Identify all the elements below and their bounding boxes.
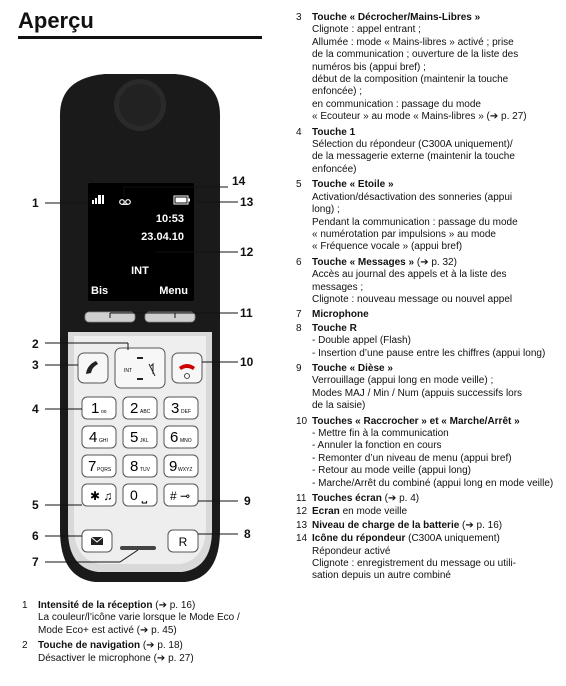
svg-text:2: 2 [130,400,139,417]
phone-illustration [0,60,290,600]
microphone [120,546,156,550]
legend-left [22,600,292,668]
callout-7: 7 [32,555,39,569]
display-softkey-left: Bis [91,285,109,297]
svg-text:8: 8 [130,458,139,475]
legend-entry-9: 9 Touche « Dièse » Verrouillage (appui long en mode veille) ; Modes MAJ / Min / Num (appuis successifs lors de la saisie) [296,362,523,412]
callout-10: 10 [240,355,254,369]
callout-11: 11 [240,306,253,320]
key-4 [82,426,116,448]
legend-entry-13: 13 Niveau de charge de la batterie (➔ p. 16) [296,519,503,531]
callout-2: 2 [32,337,39,351]
navigation-key [115,348,165,388]
callout-13: 13 [240,195,254,209]
svg-text:DEF: DEF [181,409,191,415]
legend-entry-7: 7 Microphone [296,309,369,321]
svg-text:4: 4 [89,429,98,446]
legend-right [296,12,558,586]
legend-entry-5: 5 Touche « Etoile » Activation/désactivation des sonneries (appui long) ; Pendant la communication : passage du mode « numérotation par impulsions » au mode « Fréquence vocale » (appui bref) [296,179,518,253]
svg-text:7: 7 [88,458,97,475]
title-underline [18,36,262,39]
key-5 [123,426,157,448]
legend-entry-11: 11 Touches écran (➔ p. 4) [296,493,420,505]
legend-entry-12: 12 Ecran en mode veille [296,506,408,518]
svg-text:✱ ♫: ✱ ♫ [90,489,113,503]
callout-14: 14 [232,174,246,188]
legend-entry-8: 8 Touche R - Double appel (Flash) - Insertion d’une pause entre les chiffres (appui long) [296,322,546,359]
svg-text:GHI: GHI [99,438,108,444]
callout-4: 4 [32,402,39,416]
legend-entry-4: 4 Touche 1 Sélection du répondeur (C300A uniquement)/ de la messagerie externe (maintenir la touche enfoncée) [296,126,515,175]
svg-text:5: 5 [130,429,139,446]
callout-12: 12 [240,245,254,259]
callout-5: 5 [32,498,39,512]
svg-text:PQRS: PQRS [97,467,112,473]
svg-text:TUV: TUV [140,467,150,473]
key-8 [123,455,157,477]
svg-text:ABC: ABC [140,409,151,415]
legend-entry-2: 2 Touche de navigation (➔ p. 18) Désactiver le microphone (➔ p. 27) [22,640,194,664]
display-handset-name: INT [131,265,149,277]
key-3 [164,397,198,419]
key-2 [123,397,157,419]
callout-1: 1 [32,196,39,210]
callout-6: 6 [32,529,39,543]
legend-entry-10: 10 Touches « Raccrocher » et « Marche/Arrêt » - Mettre fin à la communication - Annuler la fonction en cours - Remonter d’un niveau de menu (appui bref) - Retour au mode veille (appui long) - Marche/Arrêt du combiné (appui long en mode veille) [296,415,554,489]
svg-text:1: 1 [91,400,100,417]
page-title: Aperçu [18,8,94,33]
legend-entry-14: 14 Icône du répondeur (C300A uniquement) Répondeur activé Clignote : enregistrement du message ou utili- sation depuis un autre combiné [296,533,516,582]
svg-text:R: R [178,535,188,549]
svg-text:0 ⎵: 0 ⎵ [130,487,148,503]
nav-int-label: INT [123,368,133,374]
svg-text:MNO: MNO [180,438,192,444]
display-softkey-right: Menu [159,285,188,297]
callout-9: 9 [244,494,251,508]
svg-text:JKL: JKL [140,438,149,444]
svg-text:WXYZ: WXYZ [178,467,193,473]
legend-entry-3: 3 Touche « Décrocher/Mains-Libres » Clignote : appel entrant ; Allumée : mode « Mains-libres » activé ; prise de la communication ; ouverture de la liste des numéros bis (appui bref) ; début de la composition (maintenir la touche enfoncée) ; en communication : passage du mode « Ecouteur » au mode « Mains-libres » (➔ p. 27) [296,12,527,123]
callout-3: 3 [32,358,39,372]
svg-text:oo: oo [101,409,107,415]
display-time: 10:53 [155,213,184,225]
callout-8: 8 [244,527,251,541]
svg-text:# ⊸: # ⊸ [170,489,191,503]
display-date: 23.04.10 [141,231,184,243]
legend-entry-6: 6 Touche « Messages » (➔ p. 32) Accès au journal des appels et à la liste des messages ; Clignote : nouveau message ou nouvel appel [296,256,513,305]
svg-text:9: 9 [169,458,178,475]
legend-entry-1: 1 Intensité de la réception (➔ p. 16) La couleur/l’icône varie lorsque le Mode Eco / Mode Eco+ est activé (➔ p. 45) [22,600,240,636]
svg-text:3: 3 [171,400,180,417]
svg-text:6: 6 [170,429,179,446]
